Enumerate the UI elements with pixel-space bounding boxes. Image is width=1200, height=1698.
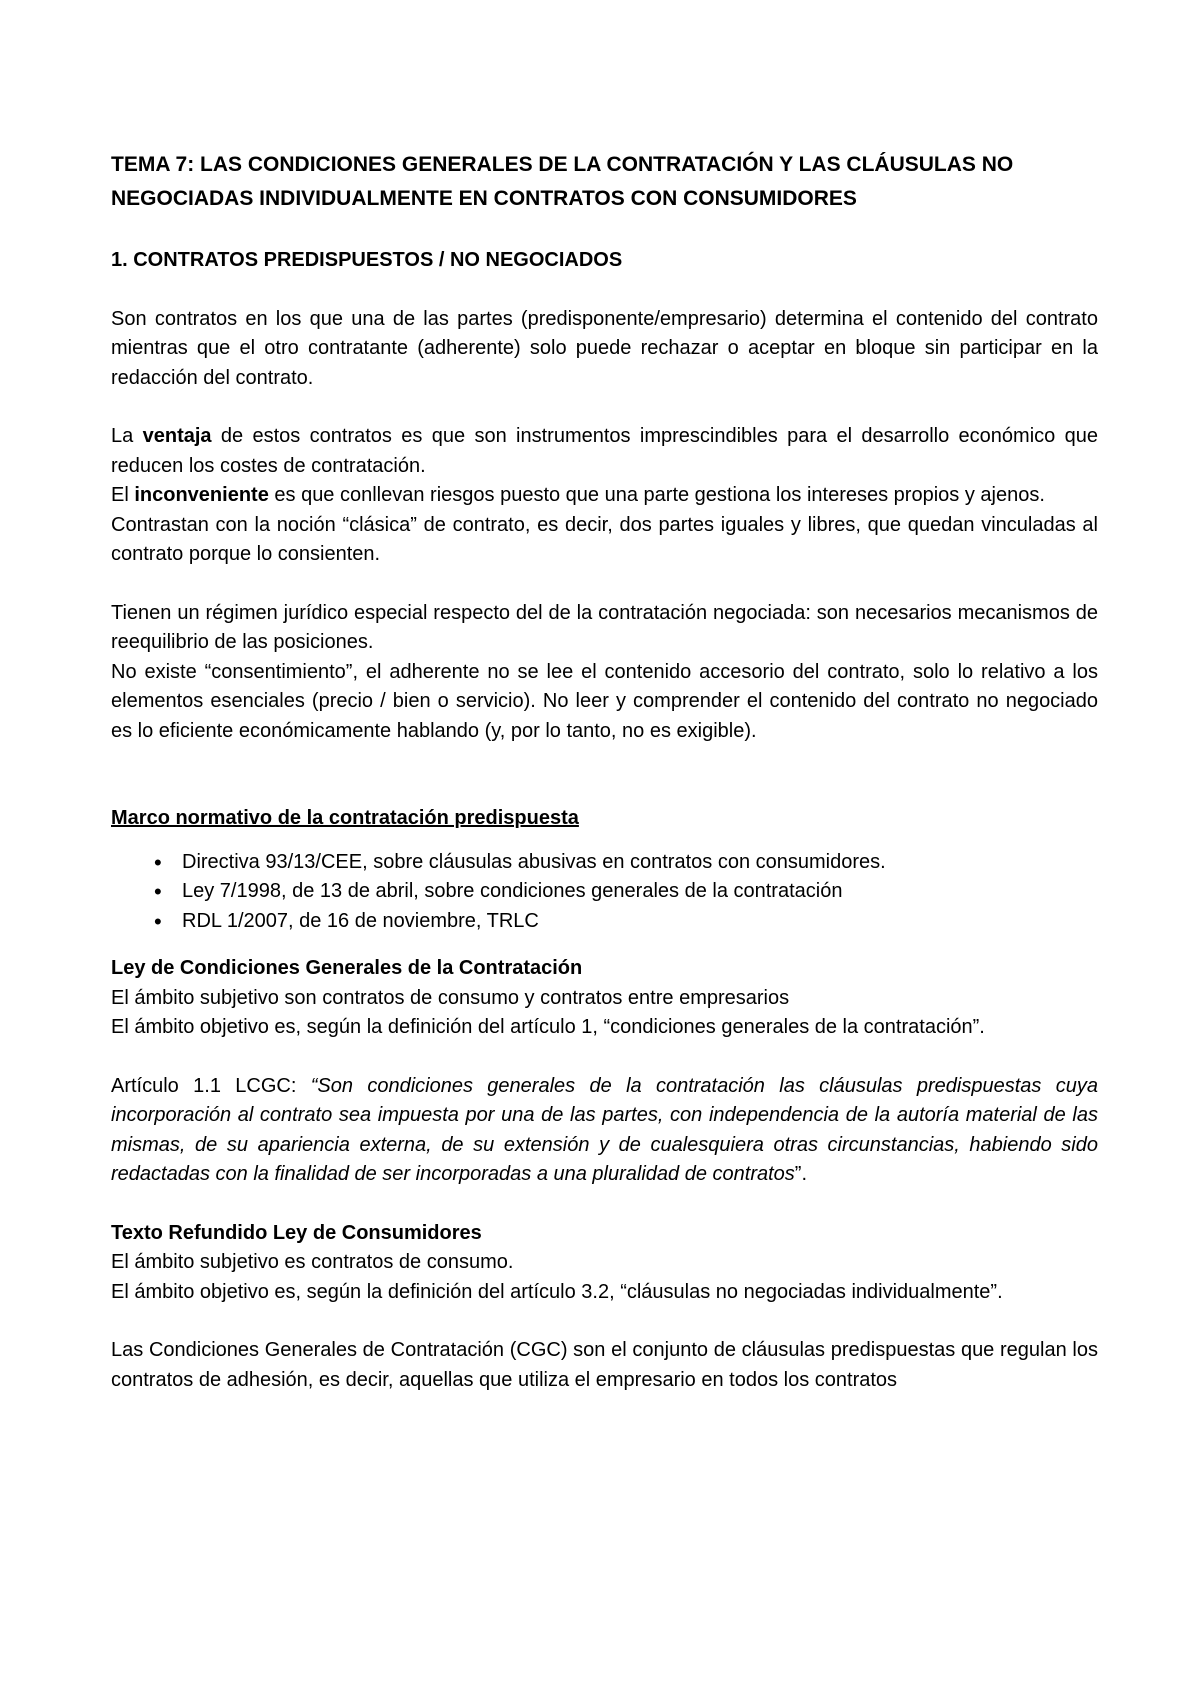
marco-normativo-heading: Marco normativo de la contratación predispuesta — [111, 807, 579, 829]
ventaja-prefix: La — [111, 425, 143, 447]
cgc-paragraph: Las Condiciones Generales de Contratación (CGC) son el conjunto de cláusulas predispuestas que regulan los contratos de adhesión, es decir, aquellas que utiliza el empresario en todos los contratos — [111, 1339, 1098, 1391]
section-1-paragraph-regimen: Tienen un régimen jurídico especial respecto del de la contratación negociada: son necesarios mecanismos de reequilibrio de las posiciones. — [111, 601, 1098, 653]
trlc-heading: Texto Refundido Ley de Consumidores — [111, 1221, 482, 1244]
marco-normativo-list — [111, 848, 1098, 937]
section-1-paragraph-inconveniente — [111, 481, 1098, 511]
ventaja-text: de estos contratos es que son instrumentos imprescindibles para el desarrollo económico que reducen los costes de contratación. — [111, 425, 1098, 477]
section-1-paragraph-ventaja — [111, 422, 1098, 481]
lcgc-heading: Ley de Condiciones Generales de la Contratación — [111, 957, 583, 979]
list-item: • Directiva 93/13/CEE, sobre cláusulas abusivas en contratos con consumidores. — [111, 848, 1098, 878]
list-item: • RDL 1/2007, de 16 de noviembre, TRLC — [111, 907, 1098, 937]
inconveniente-prefix: El — [111, 484, 135, 506]
document-body — [111, 148, 1098, 1395]
list-item: • Ley 7/1998, de 13 de abril, sobre condiciones generales de la contratación — [111, 877, 1098, 907]
article-quote-end: ”. — [794, 1163, 807, 1185]
section-1-heading: 1. CONTRATOS PREDISPUESTOS / NO NEGOCIADOS — [111, 249, 623, 271]
lcgc-ambito-subjetivo: El ámbito subjetivo son contratos de consumo y contratos entre empresarios — [111, 986, 790, 1009]
trlc-ambito-subjetivo: El ámbito subjetivo es contratos de consumo. — [111, 1251, 514, 1273]
section-1-paragraph-contrastan: Contrastan con la noción “clásica” de contrato, es decir, dos partes iguales y libres, que quedan vinculadas al contrato porque lo consienten. — [111, 513, 1098, 565]
inconveniente-text: es que conllevan riesgos puesto que una parte gestiona los intereses propios y ajenos. — [268, 484, 1045, 506]
section-1-paragraph-no-existe: No existe “consentimiento”, el adherente no se lee el contenido accesorio del contrato, solo lo relativo a los elementos esenciales (precio / bien o servicio). No leer y comprender el contenido del contrato no negociado es lo eficiente económicamente hablando (y, por lo tanto, no es exigible). — [111, 660, 1098, 742]
section-1-paragraph-definition: Son contratos en los que una de las partes (predisponente/empresario) determina el contenido del contrato mientras que el otro contratante (adherente) solo puede rechazar o aceptar en bloque sin participar en la redacción del contrato. — [111, 307, 1098, 389]
lcgc-article-quote — [111, 1072, 1098, 1190]
trlc-ambito-objetivo: El ámbito objetivo es, según la definición del artículo 3.2, “cláusulas no negociadas individualmente”. — [111, 1280, 1003, 1303]
inconveniente-term: inconveniente — [134, 484, 269, 506]
article-label: Artículo 1.1 LCGC: — [111, 1074, 311, 1097]
article-quote-text: “Son condiciones generales de la contratación las cláusulas predispuestas cuya incorporación al contrato sea impuesta por una de las partes, con independencia de la autoría material de las mismas, de su apariencia externa, de su extensión y de cualesquiera otras circunstancias, habiendo sido redactadas con la finalidad de ser incorporadas a una pluralidad de contratos — [111, 1074, 1098, 1185]
document-title: TEMA 7: LAS CONDICIONES GENERALES DE LA CONTRATACIÓN Y LAS CLÁUSULAS NO NEGOCIADAS INDIVIDUALMENTE EN CONTRATOS CON CONSUMIDORES — [111, 153, 1014, 210]
lcgc-ambito-objetivo: El ámbito objetivo es, según la definición del artículo 1, “condiciones generales de la contratación”. — [111, 1016, 985, 1038]
ventaja-term: ventaja — [142, 425, 212, 447]
